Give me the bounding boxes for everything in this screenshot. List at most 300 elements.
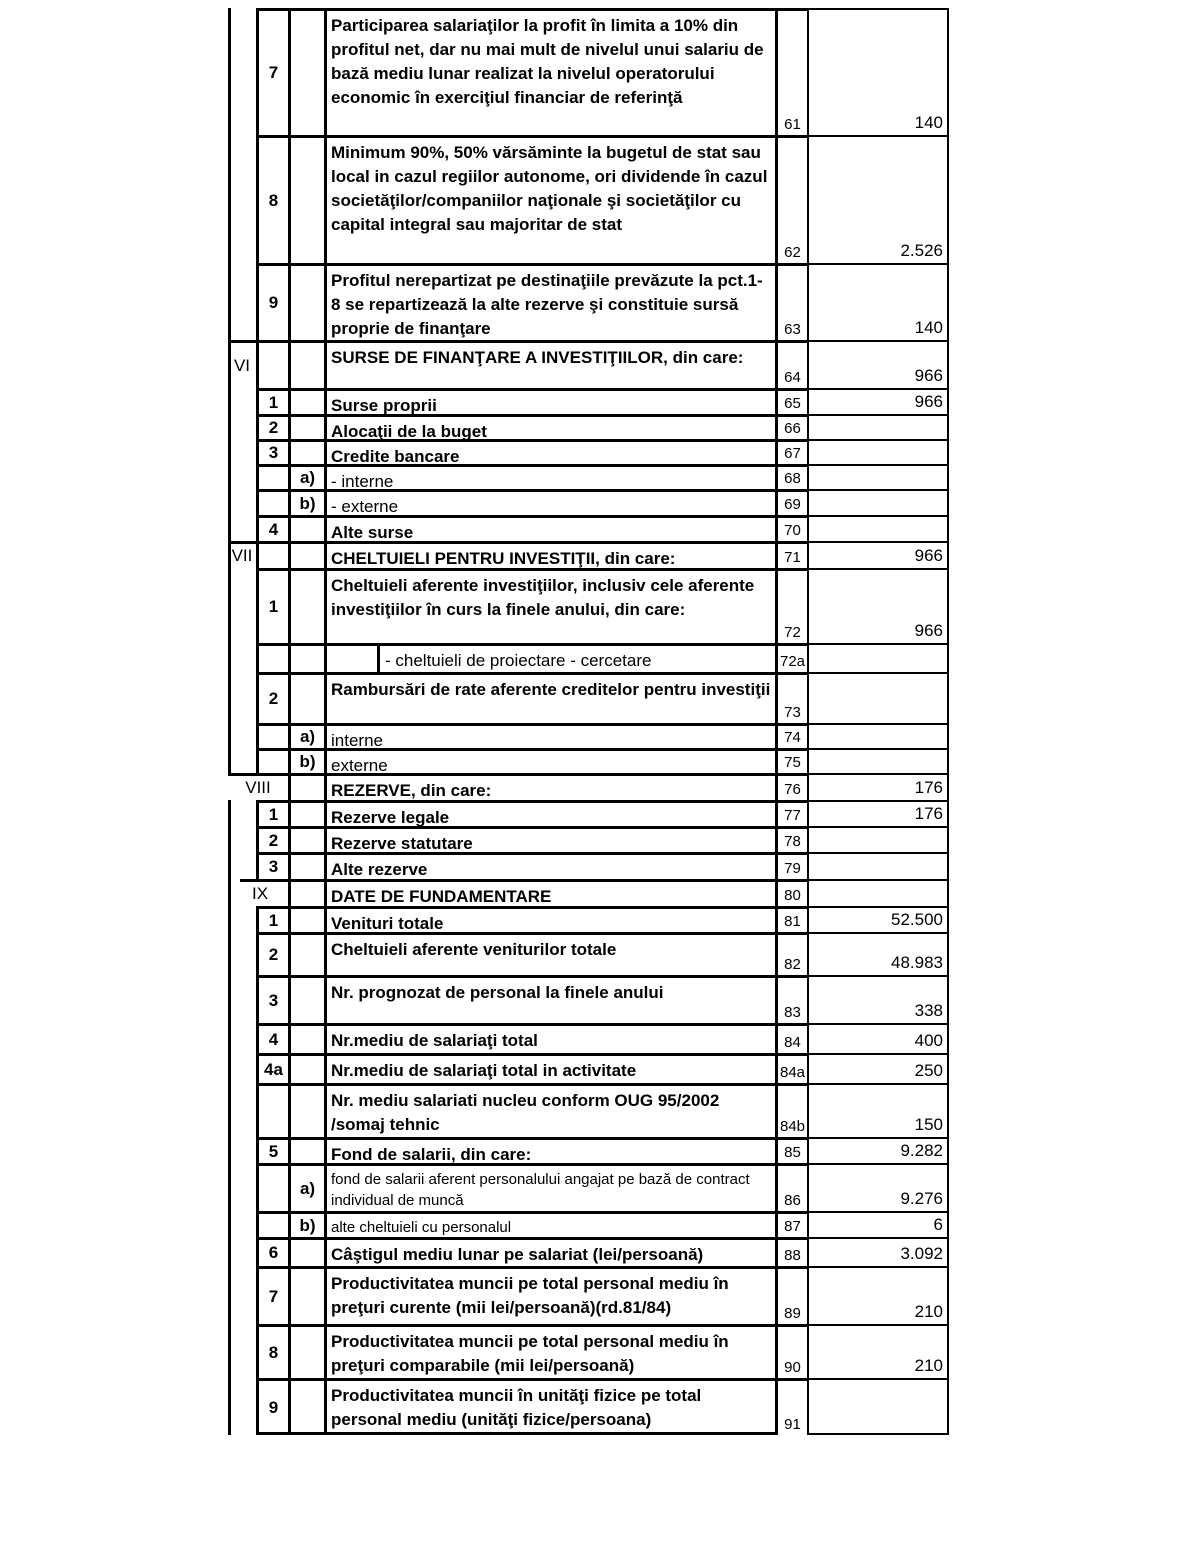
sub-item-cell <box>288 826 324 852</box>
section-cell <box>228 975 256 1023</box>
description-text: Productivitatea muncii pe total personal mediu în preţuri curente (mii lei/persoană)(rd.81/84) <box>331 1274 729 1317</box>
section-cell <box>228 1266 256 1324</box>
row-code-text: 72 <box>784 624 801 641</box>
value-cell <box>807 1137 949 1163</box>
row-code-cell <box>775 1324 807 1378</box>
sub-item-cell <box>288 748 324 773</box>
row-code-cell <box>775 388 807 414</box>
value-text: 2.526 <box>900 241 943 260</box>
item-number-text: 2 <box>268 830 279 850</box>
description-cell <box>324 414 775 439</box>
item-number-cell <box>256 932 288 975</box>
value-cell <box>807 340 949 388</box>
description-cell <box>324 723 775 748</box>
value-text: 966 <box>914 546 943 565</box>
table-row <box>0 568 1182 643</box>
description-text: Alte rezerve <box>331 860 428 879</box>
table-row <box>0 748 1182 773</box>
description-text: Alocaţii de la buget <box>331 422 487 441</box>
item-number-text: 1 <box>268 392 279 412</box>
row-code-text: 67 <box>784 445 801 462</box>
description-text: DATE DE FUNDAMENTARE <box>331 887 552 906</box>
sub-item-cell <box>288 1324 324 1378</box>
item-number-text: 3 <box>268 857 279 876</box>
table-row <box>0 826 1182 852</box>
value-cell <box>807 1237 949 1266</box>
description-text: Credite bancare <box>331 447 460 466</box>
item-number-text: 2 <box>268 945 279 964</box>
description-cell <box>324 1083 775 1137</box>
description-text: Fond de salarii, din care: <box>331 1145 532 1164</box>
row-code-cell <box>775 879 807 906</box>
item-number-cell <box>256 541 288 568</box>
item-number-cell <box>256 1237 288 1266</box>
sub-item-cell <box>288 1163 324 1211</box>
section-cell <box>228 568 256 643</box>
row-code-cell <box>775 1378 807 1435</box>
row-code-text: 85 <box>784 1144 801 1161</box>
item-number-cell <box>256 340 288 388</box>
table-row <box>0 1137 1182 1163</box>
description-text: - externe <box>331 497 399 516</box>
value-cell <box>807 464 949 489</box>
value-text: 140 <box>914 113 943 132</box>
section-cell <box>228 723 256 748</box>
description-cell <box>324 672 775 723</box>
item-number-text: 1 <box>268 804 279 824</box>
sub-item-cell <box>288 1053 324 1083</box>
value-cell <box>807 672 949 723</box>
row-code-text: 71 <box>784 549 801 566</box>
description-text: Câştigul mediu lunar pe salariat (lei/persoană) <box>331 1245 704 1264</box>
row-code-text: 63 <box>784 321 801 338</box>
sub-item-cell <box>288 1137 324 1163</box>
row-code-cell <box>775 263 807 340</box>
value-text: 176 <box>914 804 943 823</box>
description-cell <box>324 340 775 388</box>
value-cell <box>807 439 949 464</box>
description-text: Nr.mediu de salariaţi total <box>331 1031 538 1050</box>
description-text: REZERVE, din care: <box>331 781 492 800</box>
sub-item-cell <box>288 852 324 879</box>
table-row <box>0 1053 1182 1083</box>
row-code-cell <box>775 975 807 1023</box>
row-code-text: 66 <box>784 420 801 437</box>
section-cell <box>228 1083 256 1137</box>
value-text: 966 <box>914 366 943 385</box>
item-number-cell <box>256 672 288 723</box>
sub-item-text: b) <box>299 752 316 771</box>
item-number-text: 2 <box>268 689 279 708</box>
item-number-cell <box>256 800 288 826</box>
section-text: IX <box>251 884 269 903</box>
value-text: 210 <box>914 1302 943 1321</box>
sub-item-cell <box>288 723 324 748</box>
section-cell <box>228 135 256 263</box>
row-code-cell <box>775 464 807 489</box>
item-number-cell <box>256 135 288 263</box>
description-text: Nr. mediu salariati nucleu conform OUG 95/2002 /somaj tehnic <box>331 1091 720 1134</box>
description-cell <box>324 388 775 414</box>
row-code-cell <box>775 439 807 464</box>
row-code-text: 91 <box>784 1416 801 1433</box>
row-code-cell <box>775 643 807 672</box>
description-cell <box>324 8 775 135</box>
table-row <box>0 135 1182 263</box>
table-row <box>0 263 1182 340</box>
section-cell <box>228 1053 256 1083</box>
item-number-text: 9 <box>268 1398 279 1417</box>
description-cell <box>324 489 775 515</box>
value-text: 9.276 <box>900 1189 943 1208</box>
value-cell <box>807 826 949 852</box>
table-row <box>0 1083 1182 1137</box>
table-row <box>0 414 1182 439</box>
section-cell <box>228 340 256 388</box>
table-row <box>0 906 1182 932</box>
section-cell <box>228 852 256 879</box>
item-number-cell <box>256 515 288 541</box>
value-bottom-border <box>807 1433 949 1435</box>
value-cell <box>807 1378 949 1435</box>
item-number-cell <box>256 906 288 932</box>
description-cell <box>324 135 775 263</box>
table-row <box>0 723 1182 748</box>
row-code-text: 83 <box>784 1004 801 1021</box>
row-code-cell <box>775 773 807 800</box>
value-text: 48.983 <box>891 953 943 972</box>
sub-item-cell <box>288 340 324 388</box>
table-row <box>0 800 1182 826</box>
description-text: Cheltuieli aferente investiţiilor, inclusiv cele aferente investiţiilor în curs la finele anului, din care: <box>331 576 755 619</box>
section-text: VI <box>233 355 251 375</box>
table-row <box>0 489 1182 515</box>
item-number-cell <box>256 1163 288 1211</box>
row-code-cell <box>775 932 807 975</box>
section-cell <box>228 906 256 932</box>
description-text: Rambursări de rate aferente creditelor pentru investiţii <box>331 680 771 699</box>
sub-item-cell <box>288 439 324 464</box>
description-cell <box>324 1378 775 1435</box>
item-number-cell <box>256 464 288 489</box>
row-code-text: 70 <box>784 522 801 539</box>
sub-item-text: a) <box>299 468 316 487</box>
item-number-text: 4 <box>268 519 279 539</box>
section-cell <box>228 826 256 852</box>
item-number-cell <box>256 1211 288 1237</box>
item-number-text: 3 <box>268 990 279 1010</box>
indent-box <box>327 646 380 672</box>
table-row <box>0 1324 1182 1378</box>
section-cell <box>228 263 256 340</box>
item-number-cell <box>256 852 288 879</box>
row-code-text: 84b <box>779 1118 806 1135</box>
row-code-text: 88 <box>784 1247 801 1264</box>
item-number-text: 9 <box>268 293 279 312</box>
item-number-text: 1 <box>268 597 279 616</box>
sub-item-cell <box>288 489 324 515</box>
item-number-text: 7 <box>268 1286 279 1306</box>
row-code-cell <box>775 748 807 773</box>
description-cell <box>324 800 775 826</box>
sub-item-text: b) <box>299 1215 316 1235</box>
item-number-cell <box>256 489 288 515</box>
item-number-cell <box>256 975 288 1023</box>
value-cell <box>807 1324 949 1378</box>
description-cell <box>324 748 775 773</box>
section-cell <box>228 388 256 414</box>
description-cell <box>324 464 775 489</box>
sub-item-text: a) <box>299 727 316 746</box>
value-cell <box>807 773 949 800</box>
table-row <box>0 388 1182 414</box>
description-text: CHELTUIELI PENTRU INVESTIŢII, din care: <box>331 549 676 568</box>
item-number-cell <box>256 1023 288 1053</box>
section-text: VIII <box>245 778 271 797</box>
sub-item-cell <box>288 643 324 672</box>
table-row <box>0 8 1182 135</box>
sub-item-cell <box>288 906 324 932</box>
value-text: 250 <box>914 1061 943 1080</box>
item-number-text: 3 <box>268 443 279 462</box>
item-number-cell <box>256 1083 288 1137</box>
row-code-text: 61 <box>784 116 801 133</box>
item-number-text: 8 <box>268 190 279 210</box>
row-code-cell <box>775 340 807 388</box>
table-row <box>0 879 1182 906</box>
item-number-cell <box>256 723 288 748</box>
table-row <box>0 515 1182 541</box>
description-cell <box>324 932 775 975</box>
sub-item-cell <box>288 464 324 489</box>
row-code-text: 68 <box>784 470 801 487</box>
section-cell <box>228 439 256 464</box>
section-cell <box>228 932 256 975</box>
value-text: 966 <box>914 392 943 411</box>
value-cell <box>807 1211 949 1237</box>
value-text: 150 <box>914 1115 943 1134</box>
table-row <box>0 975 1182 1023</box>
row-code-text: 80 <box>784 887 801 904</box>
description-text: Rezerve legale <box>331 808 450 827</box>
row-code-text: 79 <box>784 860 801 877</box>
item-number-cell <box>256 1378 288 1435</box>
sub-item-cell <box>288 773 324 800</box>
item-number-text: 4a <box>264 1059 283 1079</box>
description-text: Alte surse <box>331 523 414 542</box>
item-number-cell <box>256 643 288 672</box>
value-text: 966 <box>914 621 943 640</box>
section-cell <box>228 515 256 541</box>
value-cell <box>807 932 949 975</box>
item-number-cell <box>256 414 288 439</box>
description-text: - cheltuieli de proiectare - cercetare <box>385 651 652 670</box>
description-cell <box>324 541 775 568</box>
table-row <box>0 1378 1182 1435</box>
row-code-text: 86 <box>784 1192 801 1209</box>
item-number-text: 1 <box>268 910 279 930</box>
table-row <box>0 932 1182 975</box>
section-cell <box>228 1023 256 1053</box>
item-number-text: 6 <box>268 1243 279 1262</box>
sub-item-cell <box>288 879 324 906</box>
description-cell <box>324 1266 775 1324</box>
value-cell <box>807 1023 949 1053</box>
item-number-cell <box>256 1137 288 1163</box>
value-cell <box>807 8 949 135</box>
description-cell <box>324 568 775 643</box>
table-row <box>0 541 1182 568</box>
section-cell <box>228 800 256 826</box>
row-code-text: 73 <box>784 704 801 721</box>
section-cell <box>228 748 256 773</box>
sub-item-cell <box>288 1023 324 1053</box>
row-code-cell <box>775 672 807 723</box>
row-code-cell <box>775 1053 807 1083</box>
description-cell <box>324 1237 775 1266</box>
table-row <box>0 643 1182 672</box>
value-cell <box>807 1163 949 1211</box>
item-number-cell <box>256 1266 288 1324</box>
item-number-cell <box>256 826 288 852</box>
description-text: Productivitatea muncii pe total personal mediu în preţuri comparabile (mii lei/persoană) <box>331 1332 729 1375</box>
value-cell <box>807 541 949 568</box>
table-row <box>0 1266 1182 1324</box>
item-number-cell <box>256 263 288 340</box>
value-cell <box>807 568 949 643</box>
row-code-cell <box>775 489 807 515</box>
table-row <box>0 340 1182 388</box>
item-number-text: 2 <box>268 418 279 437</box>
value-cell <box>807 1266 949 1324</box>
description-cell <box>324 643 775 672</box>
value-cell <box>807 748 949 773</box>
item-number-cell <box>256 8 288 135</box>
sub-item-cell <box>288 672 324 723</box>
section-text: VII <box>231 546 253 565</box>
section-cell <box>228 773 288 800</box>
row-code-text: 81 <box>784 913 801 930</box>
description-cell <box>324 852 775 879</box>
row-code-text: 62 <box>784 244 801 261</box>
sub-item-cell <box>288 8 324 135</box>
row-code-cell <box>775 852 807 879</box>
row-code-text: 78 <box>784 833 801 850</box>
item-number-cell <box>256 388 288 414</box>
row-code-text: 64 <box>784 369 801 386</box>
sub-item-cell <box>288 800 324 826</box>
row-code-text: 76 <box>784 781 801 798</box>
value-cell <box>807 1053 949 1083</box>
description-cell <box>324 263 775 340</box>
description-cell <box>324 879 775 906</box>
table-bottom-border <box>256 1432 775 1435</box>
row-code-cell <box>775 723 807 748</box>
sub-item-text: a) <box>299 1178 316 1198</box>
row-code-text: 77 <box>784 807 801 824</box>
description-cell <box>324 826 775 852</box>
row-code-text: 89 <box>784 1305 801 1322</box>
section-cell <box>228 1163 256 1211</box>
item-number-text: 4 <box>268 1029 279 1049</box>
row-code-text: 87 <box>784 1218 801 1235</box>
row-code-text: 74 <box>784 729 801 746</box>
section-cell <box>228 414 256 439</box>
table-row <box>0 1211 1182 1237</box>
value-text: 9.282 <box>900 1141 943 1160</box>
item-number-text: 7 <box>268 63 279 82</box>
description-text: Minimum 90%, 50% vărsăminte la bugetul de stat sau local in cazul regiilor autonome, ori dividende în cazul societăţilor/companiilor naţionale şi societăţilor cu capital integral sau majoritar de stat <box>331 143 768 234</box>
row-code-cell <box>775 541 807 568</box>
sub-item-cell <box>288 932 324 975</box>
value-cell <box>807 1083 949 1137</box>
section-cell <box>228 464 256 489</box>
item-number-cell <box>256 748 288 773</box>
section-cell <box>228 1237 256 1266</box>
table-row <box>0 773 1182 800</box>
row-code-cell <box>775 1266 807 1324</box>
row-code-cell <box>775 1023 807 1053</box>
description-cell <box>324 439 775 464</box>
row-code-cell <box>775 1163 807 1211</box>
section-cell <box>228 1324 256 1378</box>
description-cell <box>324 515 775 541</box>
section-cell <box>228 1211 256 1237</box>
row-code-text: 75 <box>784 754 801 771</box>
sub-item-cell <box>288 135 324 263</box>
section-cell <box>228 8 256 135</box>
row-code-text: 65 <box>784 395 801 412</box>
value-cell <box>807 879 949 906</box>
value-cell <box>807 489 949 515</box>
sub-item-cell <box>288 414 324 439</box>
description-text: Surse proprii <box>331 396 437 415</box>
value-text: 52.500 <box>891 910 943 929</box>
description-cell <box>324 906 775 932</box>
row-code-cell <box>775 414 807 439</box>
value-text: 6 <box>933 1215 943 1234</box>
table-row <box>0 1023 1182 1053</box>
sub-item-cell <box>288 1237 324 1266</box>
table-row <box>0 1163 1182 1211</box>
section-cell <box>228 643 256 672</box>
row-code-cell <box>775 1137 807 1163</box>
sub-item-cell <box>288 541 324 568</box>
value-cell <box>807 643 949 672</box>
item-number-text: 5 <box>268 1141 279 1161</box>
row-code-cell <box>775 800 807 826</box>
sub-item-cell <box>288 515 324 541</box>
row-code-cell <box>775 515 807 541</box>
sub-item-cell <box>288 1083 324 1137</box>
row-code-text: 82 <box>784 956 801 973</box>
value-text: 210 <box>914 1356 943 1375</box>
description-cell <box>324 1053 775 1083</box>
description-text: Venituri totale <box>331 914 444 933</box>
row-code-cell <box>775 906 807 932</box>
description-cell <box>324 975 775 1023</box>
value-text: 400 <box>914 1031 943 1050</box>
description-text: SURSE DE FINANŢARE A INVESTIŢIILOR, din care: <box>331 348 744 367</box>
left-margin-line <box>228 8 231 1435</box>
sub-item-cell <box>288 568 324 643</box>
section-cell <box>228 672 256 723</box>
value-cell <box>807 723 949 748</box>
row-code-text: 69 <box>784 496 801 513</box>
section-cell <box>228 1137 256 1163</box>
value-cell <box>807 414 949 439</box>
sub-item-cell <box>288 1211 324 1237</box>
